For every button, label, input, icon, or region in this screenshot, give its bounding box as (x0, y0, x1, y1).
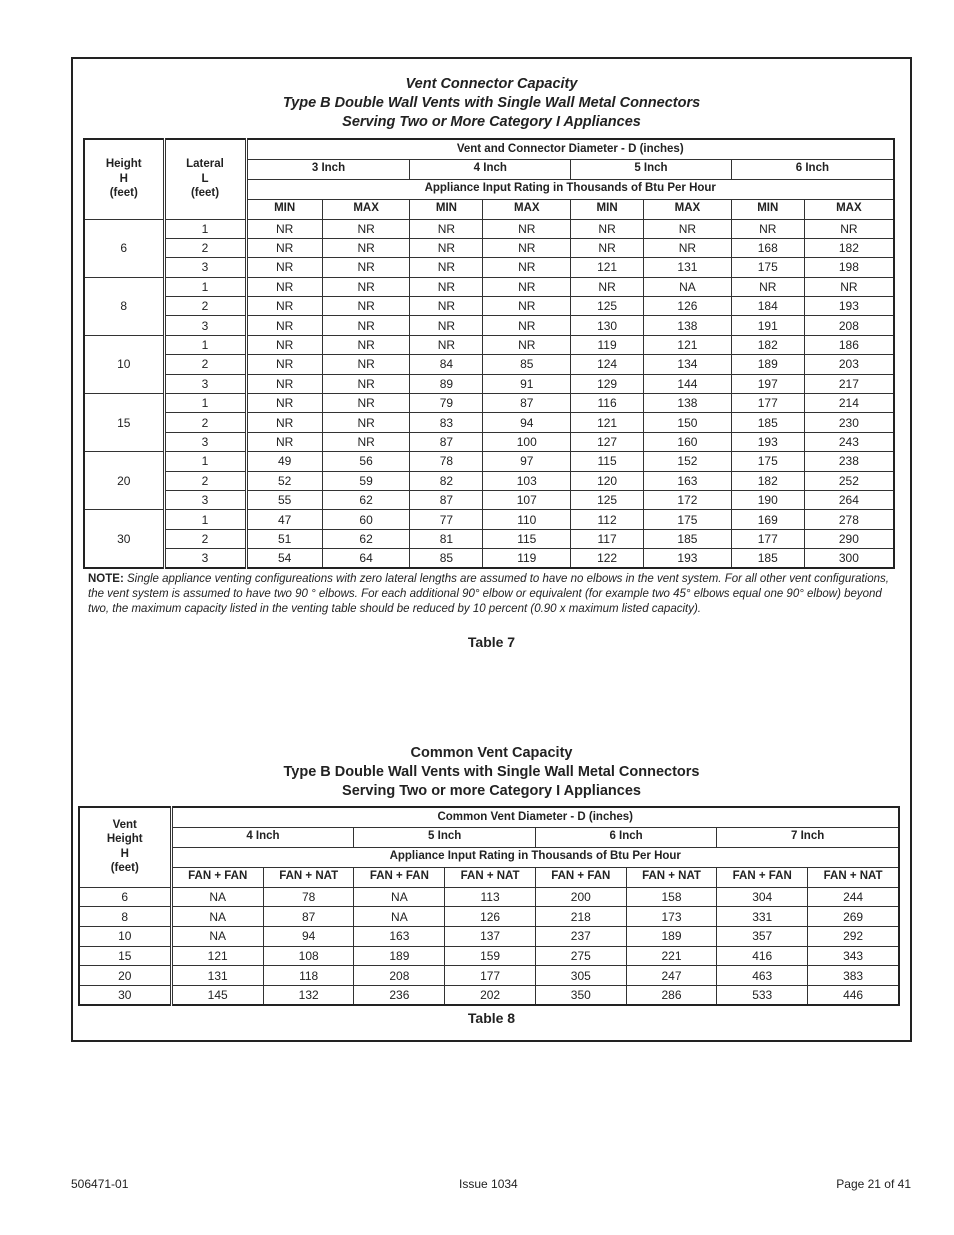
minmax-header: MAX (322, 199, 410, 219)
value-cell: 463 (717, 966, 808, 986)
value-cell: 121 (571, 413, 644, 432)
vent-height-cell: 30 (79, 985, 171, 1005)
value-cell: 85 (410, 549, 483, 568)
value-cell: 169 (731, 510, 804, 529)
value-cell: 78 (263, 887, 354, 907)
value-cell: 264 (804, 490, 894, 509)
value-cell: 350 (535, 985, 626, 1005)
value-cell: 129 (571, 374, 644, 393)
value-cell: 89 (410, 374, 483, 393)
value-cell: 217 (804, 374, 894, 393)
value-cell: 91 (483, 374, 571, 393)
value-cell: NR (322, 238, 410, 257)
height-cell: 6 (84, 219, 164, 277)
table-row (79, 887, 899, 907)
value-cell: NR (322, 297, 410, 316)
value-cell: NA (171, 907, 263, 927)
value-cell: 286 (626, 985, 717, 1005)
value-cell: 87 (410, 432, 483, 451)
size-header: 6 Inch (731, 159, 894, 179)
value-cell: 115 (483, 529, 571, 548)
note-text: Single appliance venting configureations with zero lateral lengths are assumed to have no elbows in the vent system. For all other vent configurations, the vent system is assumed to have two 90 ° elbows. For each additional 90° elbow or equivalent (for example two 45° elbows equal one 90° elbow) beyond two, the maximum capacity listed in the venting table should be reduced by 10 percent (0.90 x maximum listed capacity). (88, 573, 889, 615)
value-cell: NA (354, 887, 445, 907)
size-header: 4 Inch (171, 827, 354, 847)
value-cell: 47 (246, 510, 322, 529)
size-header: 6 Inch (535, 827, 716, 847)
value-cell: 100 (483, 432, 571, 451)
value-cell: 116 (571, 394, 644, 413)
table-row (84, 316, 894, 335)
value-cell: NR (322, 219, 410, 238)
table-row (79, 966, 899, 986)
value-cell: 357 (717, 926, 808, 946)
table7-title-line2: Type B Double Wall Vents with Single Wall Metal Connectors (282, 95, 701, 111)
value-cell: 175 (644, 510, 732, 529)
value-cell: 300 (804, 549, 894, 568)
value-cell: NR (483, 219, 571, 238)
value-cell: 131 (644, 258, 732, 277)
size-header: 4 Inch (410, 159, 571, 179)
value-cell: 160 (644, 432, 732, 451)
value-cell: 97 (483, 452, 571, 471)
vent-height-header: Vent Height H (feet) (79, 807, 171, 887)
lateral-cell: 2 (164, 413, 246, 432)
value-cell: 112 (571, 510, 644, 529)
value-cell: 87 (263, 907, 354, 927)
lateral-header: Lateral L (feet) (164, 139, 246, 219)
table-row (84, 258, 894, 277)
table-row (79, 946, 899, 966)
value-cell: NR (246, 238, 322, 257)
height-header: Height H (feet) (84, 139, 164, 219)
value-cell: NR (246, 316, 322, 335)
value-cell: 103 (483, 471, 571, 490)
value-cell: 208 (354, 966, 445, 986)
value-cell: 82 (410, 471, 483, 490)
value-cell: 304 (717, 887, 808, 907)
common-diameter-header: Common Vent Diameter - D (inches) (171, 807, 899, 827)
minmax-header: MAX (644, 199, 732, 219)
lateral-cell: 2 (164, 355, 246, 374)
value-cell: 208 (804, 316, 894, 335)
value-cell: 119 (483, 549, 571, 568)
lateral-cell: 2 (164, 471, 246, 490)
vent-height-cell: 6 (79, 887, 171, 907)
height-cell: 30 (84, 510, 164, 568)
value-cell: 185 (731, 413, 804, 432)
minmax-header: MIN (571, 199, 644, 219)
value-cell: NR (483, 297, 571, 316)
fan-header: FAN + NAT (445, 867, 536, 887)
value-cell: 269 (808, 907, 899, 927)
value-cell: 54 (246, 549, 322, 568)
value-cell: NR (322, 355, 410, 374)
value-cell: 189 (354, 946, 445, 966)
value-cell: 64 (322, 549, 410, 568)
value-cell: 218 (535, 907, 626, 927)
table-row (84, 335, 894, 354)
value-cell: 278 (804, 510, 894, 529)
value-cell: 87 (483, 394, 571, 413)
value-cell: 125 (571, 490, 644, 509)
value-cell: 62 (322, 490, 410, 509)
value-cell: 214 (804, 394, 894, 413)
value-cell: NR (483, 277, 571, 296)
value-cell: 185 (644, 529, 732, 548)
value-cell: 125 (571, 297, 644, 316)
value-cell: NA (644, 277, 732, 296)
value-cell: 145 (171, 985, 263, 1005)
value-cell: 198 (804, 258, 894, 277)
value-cell: NR (246, 258, 322, 277)
table-row (84, 355, 894, 374)
table7-title-line3: Serving Two or More Category I Appliances (342, 114, 641, 130)
venting-note (88, 572, 898, 617)
value-cell: NR (410, 219, 483, 238)
table-row (84, 238, 894, 257)
value-cell: 238 (804, 452, 894, 471)
minmax-header: MIN (410, 199, 483, 219)
rating-header: Appliance Input Rating in Thousands of Btu Per Hour (246, 179, 894, 199)
value-cell: NA (171, 926, 263, 946)
value-cell: 122 (571, 549, 644, 568)
value-cell: NR (571, 277, 644, 296)
value-cell: 78 (410, 452, 483, 471)
value-cell: 182 (731, 335, 804, 354)
value-cell: 132 (263, 985, 354, 1005)
value-cell: 230 (804, 413, 894, 432)
height-cell: 8 (84, 277, 164, 335)
value-cell: 115 (571, 452, 644, 471)
lateral-cell: 2 (164, 297, 246, 316)
table-row (84, 413, 894, 432)
value-cell: 190 (731, 490, 804, 509)
value-cell: NR (246, 297, 322, 316)
value-cell: 243 (804, 432, 894, 451)
lateral-cell: 3 (164, 316, 246, 335)
value-cell: 126 (644, 297, 732, 316)
lateral-cell: 1 (164, 394, 246, 413)
value-cell: NR (483, 258, 571, 277)
value-cell: 51 (246, 529, 322, 548)
value-cell: NR (246, 355, 322, 374)
doc-number: 506471-01 (71, 1177, 129, 1191)
lateral-cell: 1 (164, 452, 246, 471)
value-cell: NR (246, 394, 322, 413)
value-cell: NR (322, 316, 410, 335)
issue-number: Issue 1034 (459, 1177, 518, 1191)
lateral-cell: 1 (164, 335, 246, 354)
fan-header: FAN + NAT (626, 867, 717, 887)
value-cell: 130 (571, 316, 644, 335)
common-vent-capacity-table (78, 806, 900, 1006)
value-cell: 173 (626, 907, 717, 927)
value-cell: 117 (571, 529, 644, 548)
value-cell: 134 (644, 355, 732, 374)
value-cell: 331 (717, 907, 808, 927)
value-cell: NR (410, 297, 483, 316)
size-header: 5 Inch (571, 159, 732, 179)
value-cell: NR (322, 277, 410, 296)
table-row (84, 510, 894, 529)
value-cell: NR (322, 413, 410, 432)
value-cell: 236 (354, 985, 445, 1005)
fan-header: FAN + FAN (171, 867, 263, 887)
value-cell: 343 (808, 946, 899, 966)
value-cell: 85 (483, 355, 571, 374)
fan-header: FAN + NAT (263, 867, 354, 887)
value-cell: NR (410, 316, 483, 335)
value-cell: NA (354, 907, 445, 927)
table-row (79, 985, 899, 1005)
table-row (84, 277, 894, 296)
minmax-header: MAX (483, 199, 571, 219)
value-cell: 177 (731, 529, 804, 548)
value-cell: 184 (731, 297, 804, 316)
value-cell: 175 (731, 452, 804, 471)
vent-connector-capacity-table (83, 138, 895, 569)
table8-title-line2: Type B Double Wall Vents with Single Wall Metal Connectors (283, 764, 700, 780)
value-cell: 59 (322, 471, 410, 490)
height-cell: 15 (84, 394, 164, 452)
value-cell: NR (483, 316, 571, 335)
lateral-cell: 3 (164, 258, 246, 277)
value-cell: 94 (483, 413, 571, 432)
value-cell: 110 (483, 510, 571, 529)
value-cell: 185 (731, 549, 804, 568)
vent-height-cell: 8 (79, 907, 171, 927)
value-cell: NR (644, 219, 732, 238)
value-cell: NR (246, 335, 322, 354)
value-cell: 77 (410, 510, 483, 529)
value-cell: 107 (483, 490, 571, 509)
value-cell: 119 (571, 335, 644, 354)
value-cell: 191 (731, 316, 804, 335)
value-cell: NR (804, 219, 894, 238)
value-cell: 120 (571, 471, 644, 490)
value-cell: NR (246, 374, 322, 393)
value-cell: 81 (410, 529, 483, 548)
value-cell: 172 (644, 490, 732, 509)
value-cell: 533 (717, 985, 808, 1005)
value-cell: NR (410, 238, 483, 257)
table-row (79, 926, 899, 946)
value-cell: 56 (322, 452, 410, 471)
value-cell: 121 (571, 258, 644, 277)
value-cell: 383 (808, 966, 899, 986)
note-label: NOTE: (88, 573, 124, 585)
value-cell: 124 (571, 355, 644, 374)
value-cell: 177 (731, 394, 804, 413)
table8-title-line1: Common Vent Capacity (410, 745, 573, 761)
value-cell: NR (804, 277, 894, 296)
table-row (84, 490, 894, 509)
value-cell: 416 (717, 946, 808, 966)
value-cell: NR (246, 277, 322, 296)
table-row (84, 452, 894, 471)
value-cell: NR (246, 413, 322, 432)
vent-height-cell: 15 (79, 946, 171, 966)
lateral-cell: 2 (164, 238, 246, 257)
value-cell: 292 (808, 926, 899, 946)
value-cell: 290 (804, 529, 894, 548)
value-cell: 94 (263, 926, 354, 946)
value-cell: 118 (263, 966, 354, 986)
value-cell: NR (731, 277, 804, 296)
value-cell: 182 (731, 471, 804, 490)
value-cell: 127 (571, 432, 644, 451)
table8-caption: Table 8 (467, 1010, 516, 1026)
value-cell: 126 (445, 907, 536, 927)
value-cell: NR (322, 394, 410, 413)
value-cell: 52 (246, 471, 322, 490)
value-cell: 83 (410, 413, 483, 432)
table7-title-line1: Vent Connector Capacity (405, 76, 578, 92)
table-row (84, 432, 894, 451)
table7-caption: Table 7 (467, 634, 516, 650)
value-cell: 87 (410, 490, 483, 509)
vent-height-cell: 20 (79, 966, 171, 986)
value-cell: 79 (410, 394, 483, 413)
value-cell: NR (483, 238, 571, 257)
value-cell: 202 (445, 985, 536, 1005)
table-row (84, 374, 894, 393)
page-number: Page 21 of 41 (836, 1177, 911, 1191)
value-cell: 49 (246, 452, 322, 471)
size-header: 7 Inch (717, 827, 899, 847)
value-cell: 84 (410, 355, 483, 374)
value-cell: NA (171, 887, 263, 907)
value-cell: 121 (644, 335, 732, 354)
table8-title-line3: Serving Two or more Category I Appliances (342, 783, 641, 799)
value-cell: 131 (171, 966, 263, 986)
value-cell: 150 (644, 413, 732, 432)
value-cell: NR (322, 258, 410, 277)
value-cell: 193 (731, 432, 804, 451)
minmax-header: MIN (731, 199, 804, 219)
minmax-header: MIN (246, 199, 322, 219)
value-cell: 163 (644, 471, 732, 490)
value-cell: NR (410, 335, 483, 354)
value-cell: NR (322, 374, 410, 393)
size-header: 5 Inch (354, 827, 535, 847)
vent-height-cell: 10 (79, 926, 171, 946)
lateral-cell: 3 (164, 374, 246, 393)
value-cell: 193 (804, 297, 894, 316)
value-cell: 275 (535, 946, 626, 966)
value-cell: 138 (644, 316, 732, 335)
height-cell: 20 (84, 452, 164, 510)
value-cell: 158 (626, 887, 717, 907)
table-row (84, 529, 894, 548)
value-cell: 247 (626, 966, 717, 986)
value-cell: NR (322, 432, 410, 451)
value-cell: 152 (644, 452, 732, 471)
fan-header: FAN + FAN (717, 867, 808, 887)
value-cell: 197 (731, 374, 804, 393)
value-cell: 186 (804, 335, 894, 354)
value-cell: 60 (322, 510, 410, 529)
table-row (84, 549, 894, 568)
table-row (84, 219, 894, 238)
value-cell: NR (246, 432, 322, 451)
value-cell: 189 (731, 355, 804, 374)
value-cell: NR (246, 219, 322, 238)
size-header: 3 Inch (246, 159, 410, 179)
lateral-cell: 1 (164, 219, 246, 238)
value-cell: NR (410, 258, 483, 277)
lateral-cell: 2 (164, 529, 246, 548)
value-cell: NR (571, 219, 644, 238)
value-cell: 55 (246, 490, 322, 509)
value-cell: 193 (644, 549, 732, 568)
diameter-header: Vent and Connector Diameter - D (inches) (246, 139, 894, 159)
value-cell: 182 (804, 238, 894, 257)
rating-header: Appliance Input Rating in Thousands of Btu Per Hour (171, 847, 899, 867)
height-cell: 10 (84, 335, 164, 393)
value-cell: 189 (626, 926, 717, 946)
value-cell: NR (322, 335, 410, 354)
value-cell: 137 (445, 926, 536, 946)
value-cell: 221 (626, 946, 717, 966)
value-cell: 159 (445, 946, 536, 966)
value-cell: 305 (535, 966, 626, 986)
value-cell: 203 (804, 355, 894, 374)
value-cell: 168 (731, 238, 804, 257)
value-cell: 144 (644, 374, 732, 393)
value-cell: 113 (445, 887, 536, 907)
value-cell: 244 (808, 887, 899, 907)
table-row (84, 297, 894, 316)
fan-header: FAN + FAN (354, 867, 445, 887)
value-cell: 252 (804, 471, 894, 490)
fan-header: FAN + FAN (535, 867, 626, 887)
lateral-cell: 3 (164, 490, 246, 509)
minmax-header: MAX (804, 199, 894, 219)
value-cell: 138 (644, 394, 732, 413)
fan-header: FAN + NAT (808, 867, 899, 887)
value-cell: 121 (171, 946, 263, 966)
table-row (84, 394, 894, 413)
value-cell: 163 (354, 926, 445, 946)
value-cell: 200 (535, 887, 626, 907)
value-cell: 446 (808, 985, 899, 1005)
lateral-cell: 1 (164, 277, 246, 296)
value-cell: NR (483, 335, 571, 354)
value-cell: NR (571, 238, 644, 257)
table-row (79, 907, 899, 927)
value-cell: 62 (322, 529, 410, 548)
value-cell: NR (410, 277, 483, 296)
value-cell: NR (644, 238, 732, 257)
lateral-cell: 3 (164, 432, 246, 451)
lateral-cell: 1 (164, 510, 246, 529)
table-row (84, 471, 894, 490)
value-cell: 177 (445, 966, 536, 986)
value-cell: NR (731, 219, 804, 238)
lateral-cell: 3 (164, 549, 246, 568)
value-cell: 108 (263, 946, 354, 966)
value-cell: 175 (731, 258, 804, 277)
value-cell: 237 (535, 926, 626, 946)
